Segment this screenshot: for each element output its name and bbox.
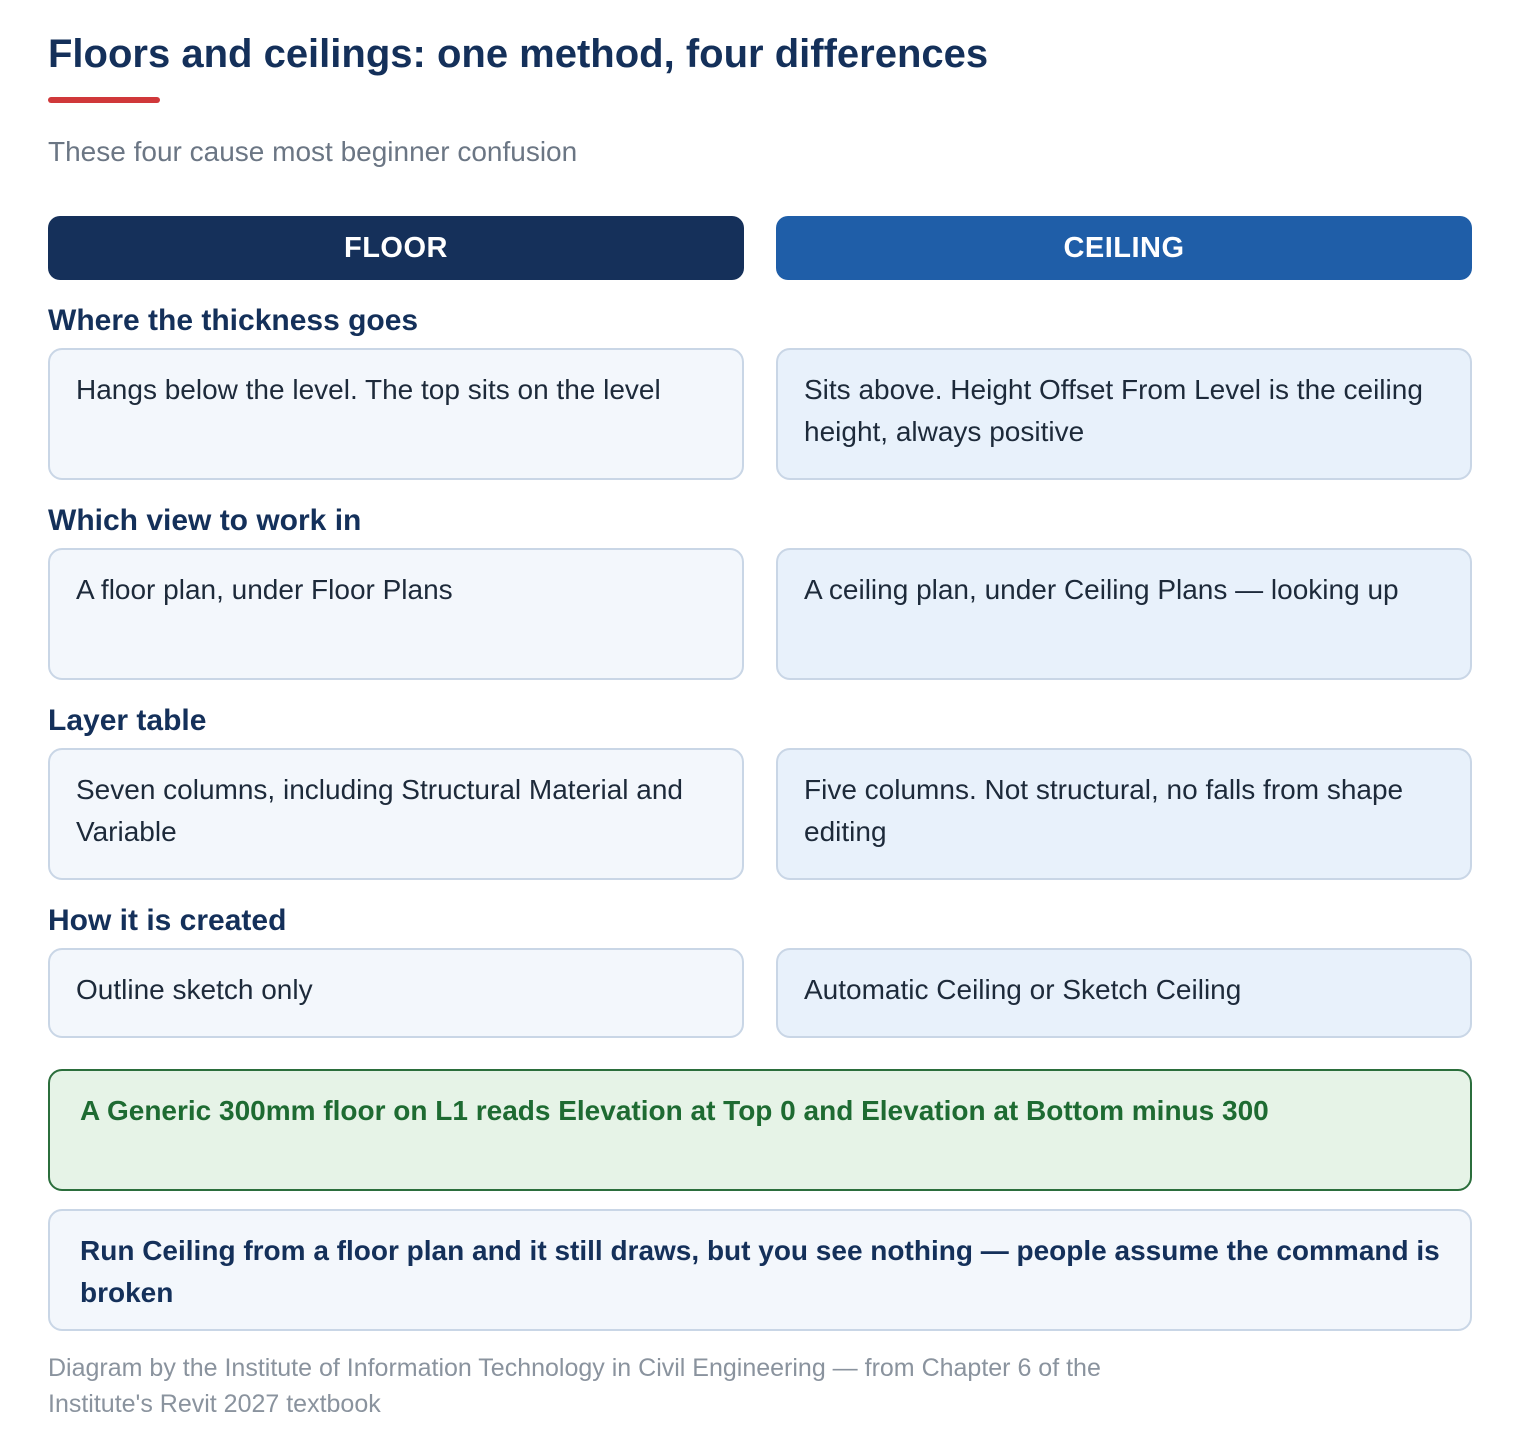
example-callout: A Generic 300mm floor on L1 reads Elevation at Top 0 and Elevation at Bottom minus 300 [48,1069,1472,1191]
row-label-creation: How it is created [48,904,287,937]
row-label-layer-table: Layer table [48,704,207,737]
floor-cell-view: A floor plan, under Floor Plans [48,548,744,680]
floor-cell-layer-table: Seven columns, including Structural Material and Variable [48,748,744,880]
ceiling-cell-view: A ceiling plan, under Ceiling Plans — looking up [776,548,1472,680]
ceiling-cell-creation: Automatic Ceiling or Sketch Ceiling [776,948,1472,1038]
page-subtitle: These four cause most beginner confusion [48,136,578,167]
ceiling-column-header: CEILING [776,216,1472,280]
ceiling-cell-thickness: Sits above. Height Offset From Level is the ceiling height, always positive [776,348,1472,480]
floor-column-header: FLOOR [48,216,744,280]
floor-cell-thickness: Hangs below the level. The top sits on the level [48,348,744,480]
row-label-view: Which view to work in [48,504,362,537]
floor-cell-creation: Outline sketch only [48,948,744,1038]
warning-callout: Run Ceiling from a floor plan and it still draws, but you see nothing — people assume the command is broken [48,1209,1472,1331]
row-label-thickness: Where the thickness goes [48,304,419,337]
ceiling-cell-layer-table: Five columns. Not structural, no falls from shape editing [776,748,1472,880]
title-underline [48,97,160,103]
page-title: Floors and ceilings: one method, four differences [48,32,989,76]
source-credit: Diagram by the Institute of Information Technology in Civil Engineering — from Chapter 6 of the Institute's Revit 2027 textbook [48,1354,1101,1418]
